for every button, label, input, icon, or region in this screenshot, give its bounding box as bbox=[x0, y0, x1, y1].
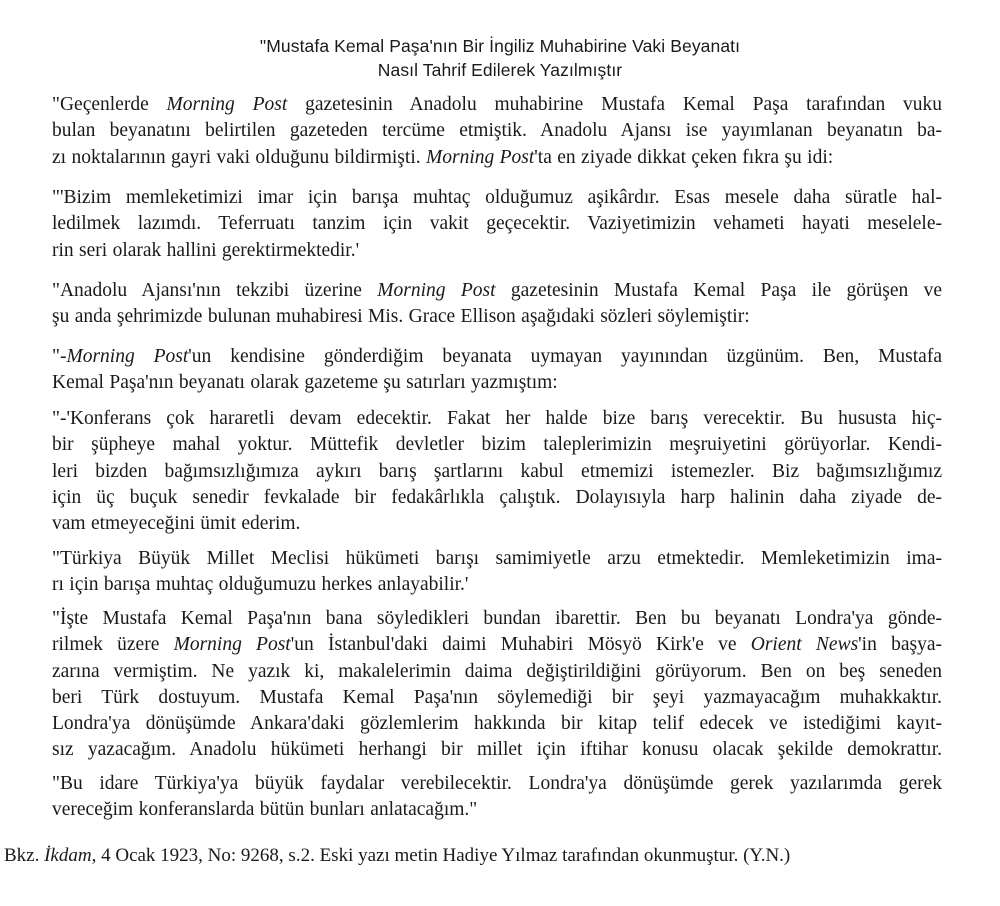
footnote-rest: , 4 Ocak 1923, No: 9268, s.2. Eski yazı metin Hadiye Yılmaz tarafından okunmuştur. (Y.N.) bbox=[91, 845, 791, 866]
paragraph-2-line-2: ledilmek lazımdı. Teferruatı tanzim için vakit geçecektir. Vaziyetimizin vehameti hayati meselele- bbox=[52, 213, 942, 235]
paragraph-8 bbox=[52, 771, 942, 824]
footnote-source: İkdam bbox=[44, 845, 92, 866]
paragraph-5-line-3: leri bizden bağımsızlığımıza aykırı barış şartlarını kabul etmemizi istemezler. Biz bağımsızlığımız bbox=[52, 460, 942, 482]
paragraph-2-line-3: rin seri olarak hallini gerektirmektedir.' bbox=[52, 239, 360, 261]
paragraph-7-line-3: zarına vermiştim. Ne yazık ki, makalelerimin daima değiştirildiğini görüyorum. Ben on beş seneden bbox=[52, 660, 942, 682]
paragraph-6-line-2: rı için barışa muhtaç olduğumuzu herkes anlayabilir.' bbox=[52, 574, 469, 596]
paragraph-8-line-2: vereceğim konferanslarda bütün bunları anlatacağım." bbox=[52, 799, 478, 821]
newspaper-name: Morning Post bbox=[377, 280, 496, 301]
newspaper-name: Morning Post bbox=[426, 146, 535, 168]
paragraph-3 bbox=[52, 278, 942, 331]
paragraph-7-line-1: "İşte Mustafa Kemal Paşa'nın bana söyledikleri bundan ibarettir. Ben bu beyanatı Londra'ya gönde- bbox=[52, 608, 942, 629]
paragraph-4-line-1: "-Morning Post'un kendisine gönderdiğim beyanata uymayan yayınından üzgünüm. Ben, Mustafa bbox=[52, 346, 942, 367]
paragraph-6-line-1: "Türkiya Büyük Millet Meclisi hükümeti barışı samimiyetle arzu etmektedir. Memleketimizin ima- bbox=[52, 548, 942, 569]
paragraph-3-line-2: şu anda şehrimizde bulunan muhabiresi Mis. Grace Ellison aşağıdaki sözleri söylemiştir: bbox=[52, 306, 750, 328]
paragraph-1-line-2: bulan beyanatını belirtilen gazeteden tercüme etmiştik. Anadolu Ajansı ise yayımlanan beyanatın ba- bbox=[52, 120, 942, 142]
footnote bbox=[4, 843, 994, 869]
document-title-line-1: "Mustafa Kemal Paşa'nın Bir İngiliz Muhabirine Vaki Beyanatı bbox=[259, 36, 741, 56]
paragraph-5-line-1: "-'Konferans çok hararetli devam edecektir. Fakat her halde bize barış verecektir. Bu hususta hiç- bbox=[52, 408, 942, 429]
newspaper-name: Morning Post bbox=[66, 346, 189, 367]
paragraph-7 bbox=[52, 606, 942, 764]
paragraph-4 bbox=[52, 344, 942, 397]
paragraph-5-line-2: bir şüpheye mahal yoktur. Müttefik devletler bizim taleplerimizin meşruiyetini görüyorlar. Kendi- bbox=[52, 434, 942, 456]
paragraph-5-line-4: için üç buçuk senedir fevkalade bir fedakârlıkla çalıştık. Dolayısıyla harp halinin daha ziyade de- bbox=[52, 486, 942, 508]
paragraph-1 bbox=[52, 92, 942, 171]
paragraph-7-line-6: sız yazacağım. Anadolu hükümeti herhangi bir millet için iftihar konusu olacak şekilde demokrattır. bbox=[52, 739, 942, 761]
paragraph-4-line-2: Kemal Paşa'nın beyanatı olarak gazeteme şu satırları yazmıştım: bbox=[52, 372, 558, 394]
newspaper-name: Morning Post bbox=[173, 634, 291, 656]
paragraph-6 bbox=[52, 546, 942, 599]
paragraph-1-line-3: zı noktalarının gayri vaki olduğunu bildirmişti. Morning Post'ta en ziyade dikkat çeken fıkra şu idi: bbox=[52, 146, 834, 168]
paragraph-1-line-1: "Geçenlerde Morning Post gazetesinin Anadolu muhabirine Mustafa Kemal Paşa tarafından vuku bbox=[52, 94, 942, 115]
paragraph-2-line-1: "'Bizim memleketimizi imar için barışa muhtaç olduğumuz aşikârdır. Esas mesele daha süratle hal- bbox=[52, 187, 942, 208]
paragraph-7-line-5: Londra'ya dönüşümde Ankara'daki gözlemlerim hakkında bir kitap telif edecek ve istediğimi kayıt- bbox=[52, 713, 942, 735]
paragraph-7-line-2: rilmek üzere Morning Post'un İstanbul'daki daimi Muhabiri Mösyö Kirk'e ve Orient News'in başya- bbox=[52, 634, 942, 656]
paragraph-3-line-1: "Anadolu Ajansı'nın tekzibi üzerine Morning Post gazetesinin Mustafa Kemal Paşa ile görüşen ve bbox=[52, 280, 942, 301]
paragraph-2 bbox=[52, 185, 942, 264]
paragraph-5 bbox=[52, 406, 942, 537]
paragraph-7-line-4: beri Türk dostuyum. Mustafa Kemal Paşa'nın söylemediği bir şeyi yazmayacağım muhakkaktır. bbox=[52, 686, 942, 708]
document-title-line-2: Nasıl Tahrif Edilerek Yazılmıştır bbox=[377, 60, 623, 80]
newspaper-name: Orient News bbox=[750, 634, 859, 656]
paragraph-5-line-5: vam etmeyeceğini ümit ederim. bbox=[52, 513, 301, 535]
newspaper-name: Morning Post bbox=[166, 94, 288, 115]
paragraph-8-line-1: "Bu idare Türkiya'ya büyük faydalar verebilecektir. Londra'ya dönüşümde gerek yazılarımda gerek bbox=[52, 773, 942, 794]
footnote-prefix: Bkz. bbox=[4, 845, 45, 866]
